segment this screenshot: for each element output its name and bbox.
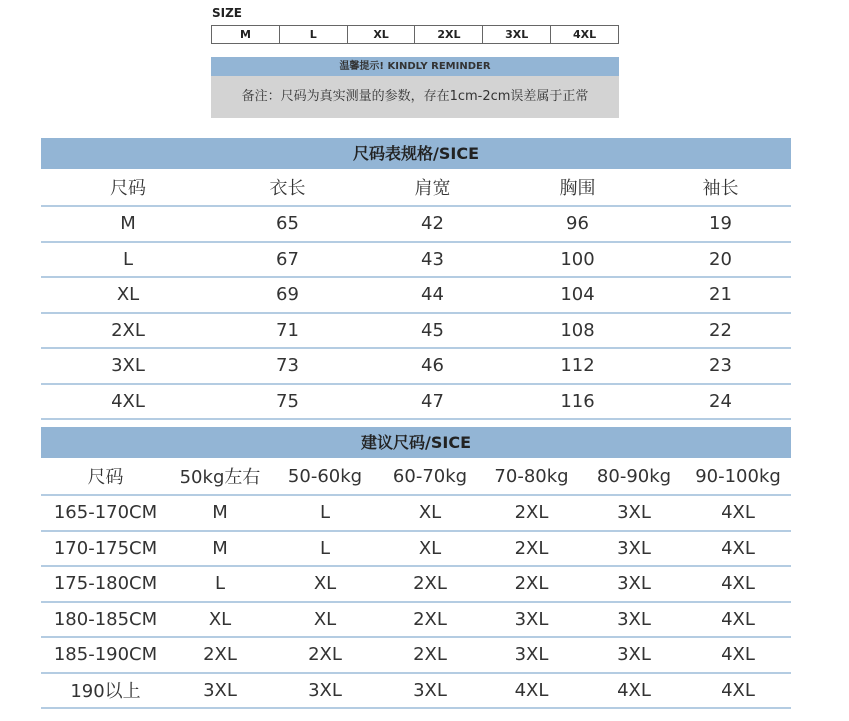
column-header: 胸围 [505, 169, 650, 206]
table-cell: 75 [215, 384, 360, 420]
table-row [41, 384, 791, 420]
table-cell: 23 [650, 348, 791, 384]
column-header: 袖长 [650, 169, 791, 206]
table-cell: 69 [215, 277, 360, 313]
table-cell: 45 [360, 313, 505, 349]
size-table-title: 尺码表规格/SICE [41, 138, 791, 169]
size-cell: 2XL [415, 26, 483, 43]
table-cell: 2XL [480, 495, 583, 531]
table-cell: M [170, 495, 270, 531]
size-cell: M [212, 26, 280, 43]
table-cell: 4XL [685, 637, 791, 673]
table-row [41, 348, 791, 384]
table-cell: 112 [505, 348, 650, 384]
table-cell: XL [270, 566, 380, 602]
recommend-table [41, 458, 791, 709]
reminder-title: 温馨提示! KINDLY REMINDER [211, 57, 619, 76]
table-cell: 3XL [170, 673, 270, 709]
size-cell: 4XL [572, 28, 597, 41]
table-cell: 4XL [583, 673, 685, 709]
table-cell: 3XL [41, 348, 215, 384]
table-cell: 67 [215, 242, 360, 278]
table-cell: 44 [360, 277, 505, 313]
table-cell: 65 [215, 206, 360, 242]
table-cell: 24 [650, 384, 791, 420]
table-row [41, 637, 791, 673]
size-cell: L [280, 26, 348, 43]
table-cell: 2XL [380, 637, 480, 673]
table-cell: 19 [650, 206, 791, 242]
table-cell: XL [41, 277, 215, 313]
table-cell: 2XL [170, 637, 270, 673]
table-cell: 4XL [685, 495, 791, 531]
table-cell: 116 [505, 384, 650, 420]
table-cell: XL [380, 531, 480, 567]
table-cell: 165-170CM [41, 495, 170, 531]
column-header: 50kg左右 [170, 458, 270, 495]
table-cell: 4XL [685, 673, 791, 709]
table-cell: XL [170, 602, 270, 638]
table-cell: 100 [505, 242, 650, 278]
table-cell: 185-190CM [41, 637, 170, 673]
table-row [41, 566, 791, 602]
table-cell: 96 [505, 206, 650, 242]
table-cell: 108 [505, 313, 650, 349]
table-cell: L [41, 242, 215, 278]
table-cell: 4XL [685, 602, 791, 638]
table-row [41, 242, 791, 278]
column-header: 尺码 [41, 169, 215, 206]
table-cell: 47 [360, 384, 505, 420]
table-cell: 46 [360, 348, 505, 384]
table-cell: 3XL [583, 637, 685, 673]
table-cell: 190以上 [41, 673, 170, 709]
table-cell: 3XL [583, 531, 685, 567]
column-header: 90-100kg [685, 458, 791, 495]
table-cell: 71 [215, 313, 360, 349]
table-row [41, 206, 791, 242]
column-header: 衣长 [215, 169, 360, 206]
column-header: 50-60kg [270, 458, 380, 495]
table-cell: L [170, 566, 270, 602]
table-cell: 2XL [380, 566, 480, 602]
table-row [41, 673, 791, 709]
column-header: 尺码 [41, 458, 170, 495]
size-cell: 3XL [483, 26, 551, 43]
table-row [41, 602, 791, 638]
table-cell: 2XL [380, 602, 480, 638]
table-row [41, 277, 791, 313]
table-cell: 3XL [583, 566, 685, 602]
header-row [41, 169, 791, 206]
table-cell: 3XL [480, 602, 583, 638]
recommend-table-title: 建议尺码/SICE [41, 427, 791, 458]
table-cell: 43 [360, 242, 505, 278]
table-cell: 4XL [41, 384, 215, 420]
table-cell: 175-180CM [41, 566, 170, 602]
table-cell: XL [380, 495, 480, 531]
table-cell: XL [270, 602, 380, 638]
size-cell: XL [348, 26, 416, 43]
table-cell: M [41, 206, 215, 242]
table-cell: 2XL [480, 531, 583, 567]
column-header: 80-90kg [583, 458, 685, 495]
table-cell: 4XL [480, 673, 583, 709]
size-title: SIZE [212, 6, 243, 20]
table-row [41, 531, 791, 567]
table-cell: 3XL [583, 602, 685, 638]
table-cell: 3XL [380, 673, 480, 709]
table-cell: M [170, 531, 270, 567]
table-row [41, 495, 791, 531]
table-cell: 180-185CM [41, 602, 170, 638]
table-cell: 3XL [583, 495, 685, 531]
table-cell: 2XL [480, 566, 583, 602]
column-header: 70-80kg [480, 458, 583, 495]
header-row [41, 458, 791, 495]
table-cell: 3XL [270, 673, 380, 709]
table-cell: L [270, 531, 380, 567]
table-cell: 3XL [480, 637, 583, 673]
table-row [41, 313, 791, 349]
column-header: 肩宽 [360, 169, 505, 206]
size-table [41, 169, 791, 420]
table-cell: 21 [650, 277, 791, 313]
table-cell: 4XL [685, 531, 791, 567]
table-cell: 20 [650, 242, 791, 278]
table-cell: 2XL [270, 637, 380, 673]
column-header: 60-70kg [380, 458, 480, 495]
table-cell: 104 [505, 277, 650, 313]
table-cell: 4XL [685, 566, 791, 602]
table-cell: 22 [650, 313, 791, 349]
table-cell: L [270, 495, 380, 531]
size-strip [211, 25, 619, 44]
table-cell: 2XL [41, 313, 215, 349]
table-cell: 170-175CM [41, 531, 170, 567]
reminder-text: 备注：尺码为真实测量的参数，存在1cm-2cm误差属于正常 [211, 76, 619, 118]
table-cell: 42 [360, 206, 505, 242]
table-cell: 73 [215, 348, 360, 384]
